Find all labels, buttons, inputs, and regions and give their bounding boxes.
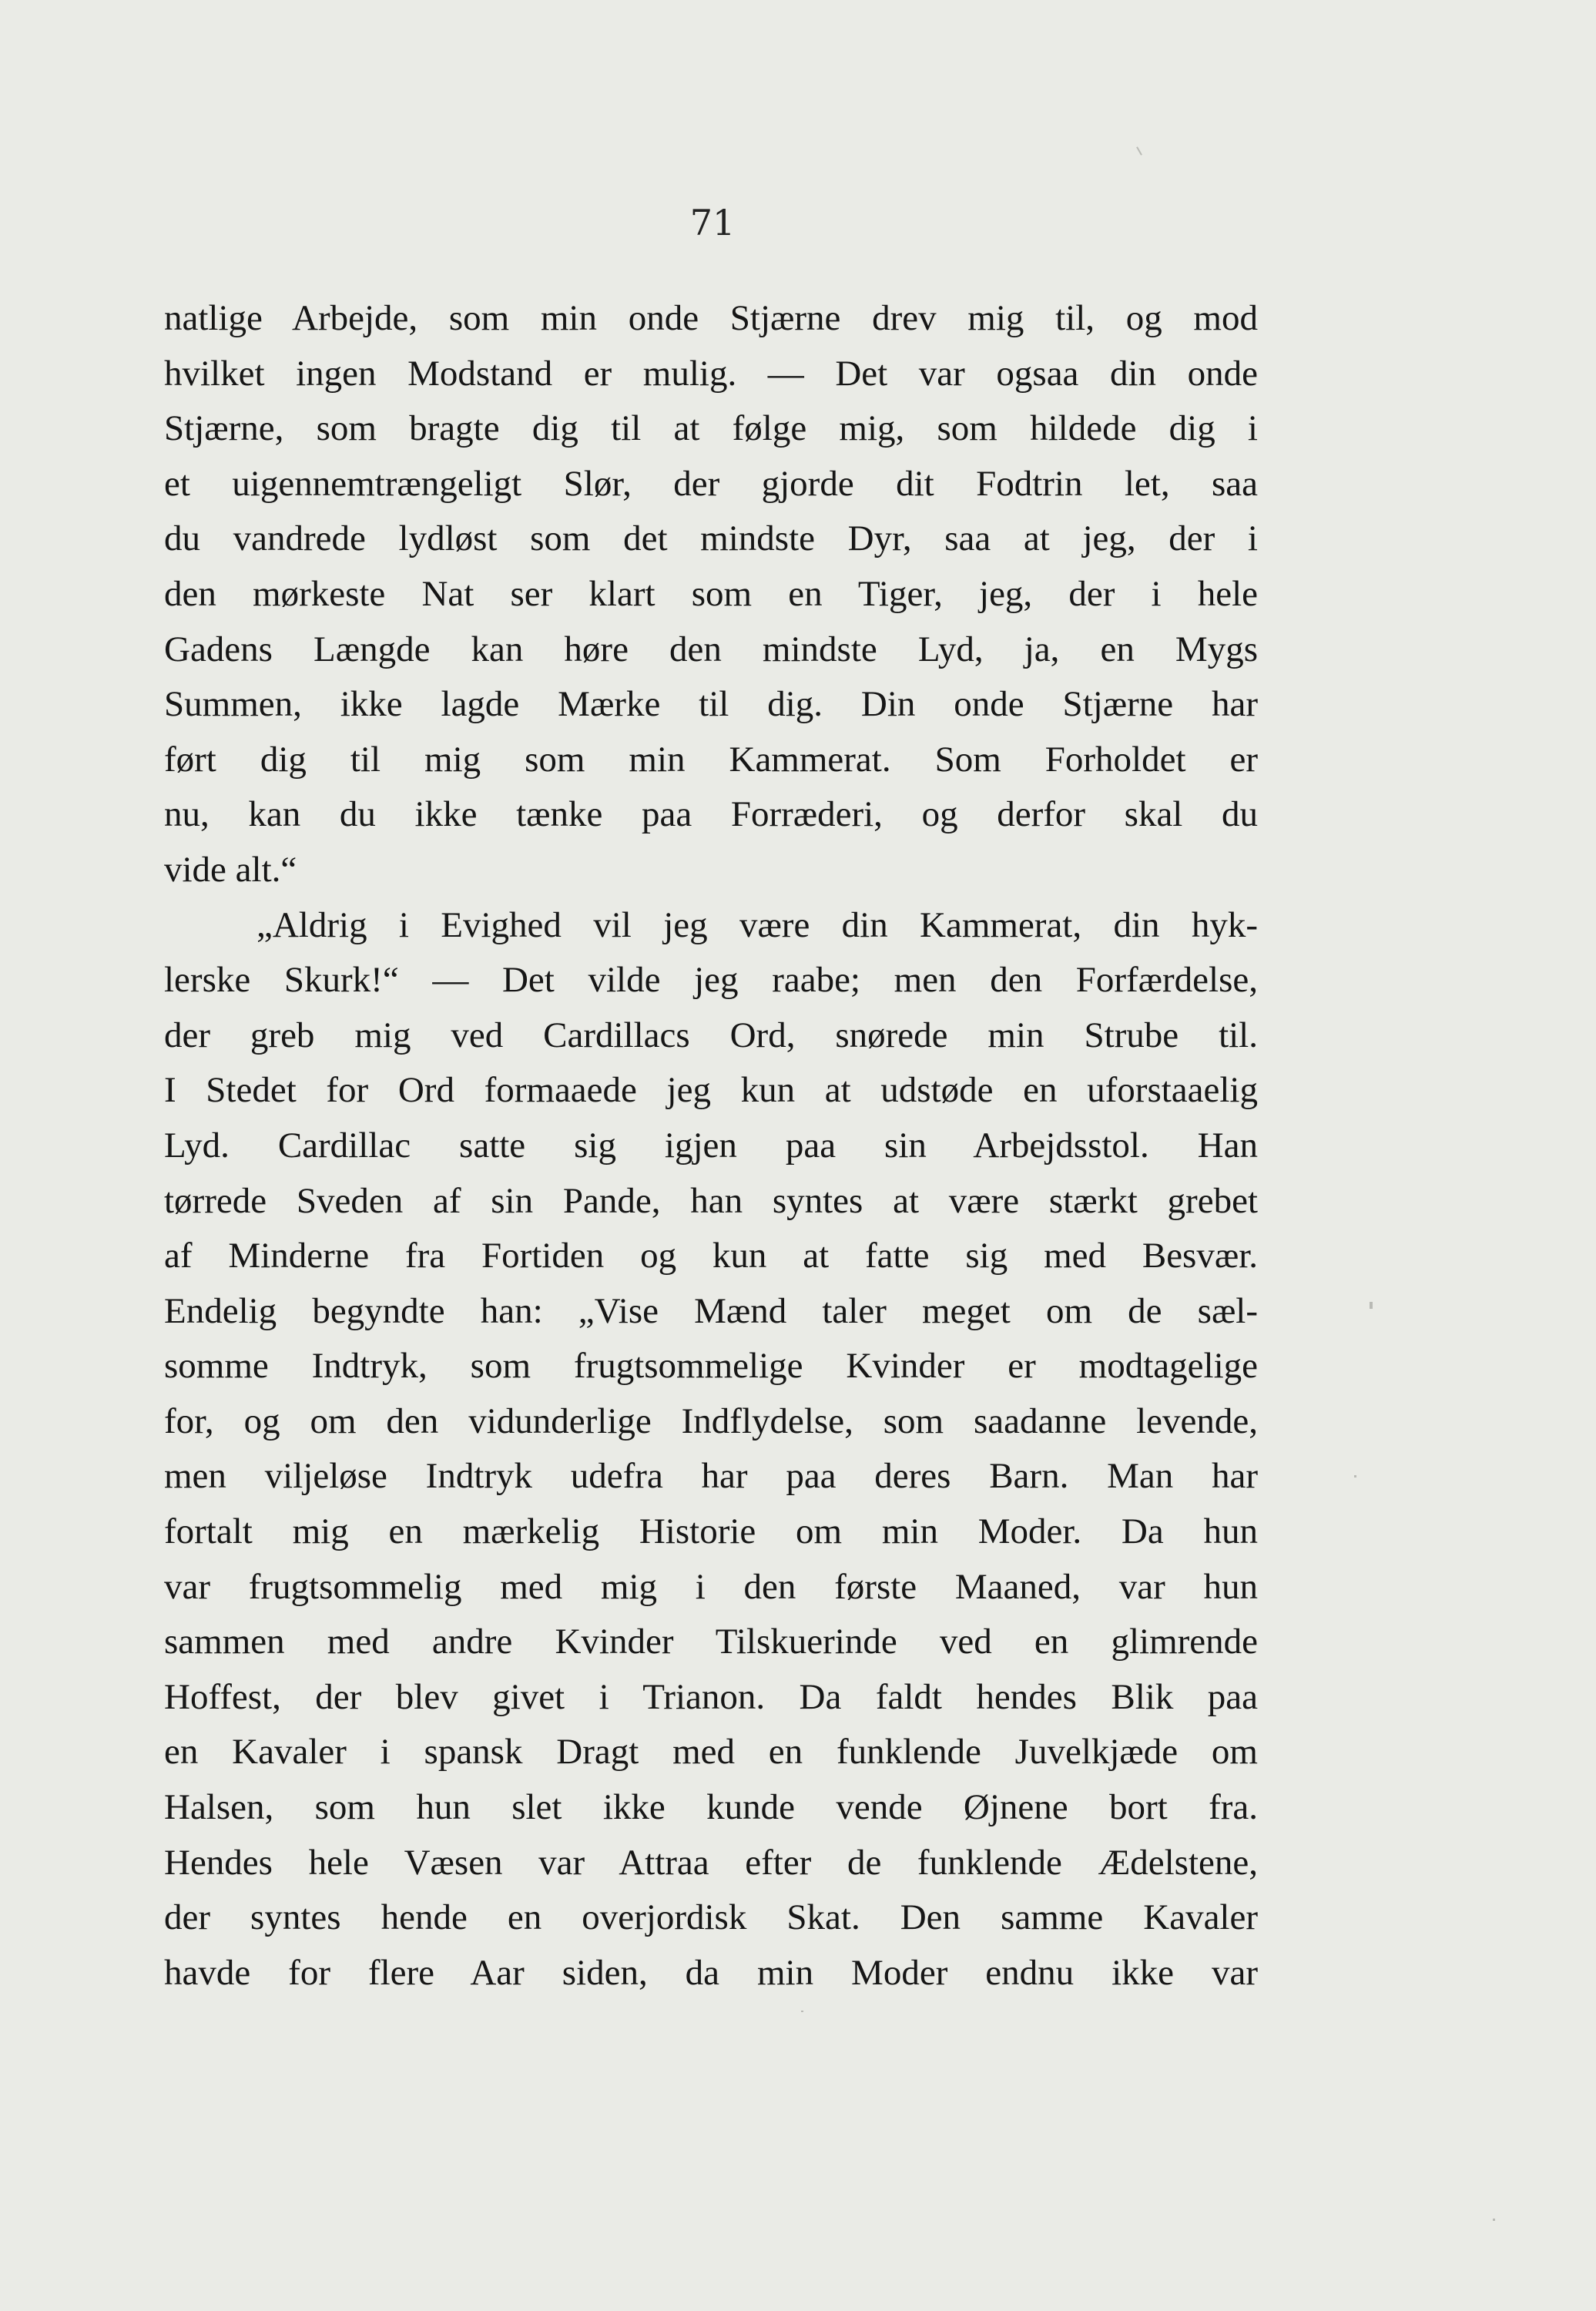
scan-speck xyxy=(1354,1475,1356,1477)
text-line: af Minderne fra Fortiden og kun at fatte sig med Besvær. xyxy=(164,1236,1258,1276)
text-line: sammen med andre Kvinder Tilskuerinde ved en glimrende xyxy=(164,1622,1258,1662)
text-line: lerske Skurk!“ — Det vilde jeg raabe; men den Forfærdelse, xyxy=(164,960,1258,1001)
text-line: tørrede Sveden af sin Pande, han syntes at være stærkt grebet xyxy=(164,1180,1258,1221)
text-line: et uigennemtrængeligt Slør, der gjorde dit Fodtrin let, saa xyxy=(164,463,1258,504)
body-text xyxy=(164,291,1258,2001)
text-line: hvilket ingen Modstand er mulig. — Det var ogsaa din onde xyxy=(164,353,1258,394)
page-number: 71 xyxy=(689,202,736,243)
text-line: der syntes hende en overjordisk Skat. Den samme Kavaler xyxy=(164,1897,1258,1938)
text-line: I Stedet for Ord formaaede jeg kun at udstøde en uforstaaelig xyxy=(164,1070,1258,1111)
text-line: havde for flere Aar siden, da min Moder endnu ikke var xyxy=(164,1952,1258,1993)
text-line: nu, kan du ikke tænke paa Forræderi, og derfor skal du xyxy=(164,794,1258,835)
text-line: var frugtsommelig med mig i den første Maaned, var hun xyxy=(164,1566,1258,1607)
text-line: en Kavaler i spansk Dragt med en funklende Juvelkjæde om xyxy=(164,1732,1258,1773)
scan-speck xyxy=(1370,1302,1373,1309)
text-line: fortalt mig en mærkelig Historie om min Moder. Da hun xyxy=(164,1511,1258,1552)
text-line: somme Indtryk, som frugtsommelige Kvinder er modtagelige xyxy=(164,1346,1258,1387)
paragraph-end-line: vide alt.“ xyxy=(164,849,297,890)
text-line: Lyd. Cardillac satte sig igjen paa sin Arbejdsstol. Han xyxy=(164,1125,1258,1166)
text-line: Gadens Længde kan høre den mindste Lyd, ja, en Mygs xyxy=(164,629,1258,669)
scan-speck xyxy=(801,2011,803,2012)
text-line: du vandrede lydløst som det mindste Dyr, saa at jeg, der i xyxy=(164,518,1258,559)
text-line: Hoffest, der blev givet i Trianon. Da faldt hendes Blik paa xyxy=(164,1676,1258,1717)
paragraph-start-line: „Aldrig i Evighed vil jeg være din Kammerat, din hyk- xyxy=(256,904,1258,945)
text-line: Hendes hele Væsen var Attraa efter de funklende Ædelstene, xyxy=(164,1842,1258,1883)
scan-speck xyxy=(1136,146,1142,155)
text-line: Halsen, som hun slet ikke kunde vende Øjnene bort fra. xyxy=(164,1787,1258,1828)
text-line: Summen, ikke lagde Mærke til dig. Din onde Stjærne har xyxy=(164,684,1258,725)
text-line: Endelig begyndte han: „Vise Mænd taler meget om de sæl- xyxy=(164,1290,1258,1331)
text-line: den mørkeste Nat ser klart som en Tiger, jeg, der i hele xyxy=(164,573,1258,614)
text-line: ført dig til mig som min Kammerat. Som Forholdet er xyxy=(164,739,1258,780)
text-line: Stjærne, som bragte dig til at følge mig, som hildede dig i xyxy=(164,408,1258,449)
text-line: for, og om den vidunderlige Indflydelse, som saadanne levende, xyxy=(164,1400,1258,1441)
text-line: natlige Arbejde, som min onde Stjærne drev mig til, og mod xyxy=(164,298,1258,338)
scan-speck xyxy=(1493,2219,1495,2221)
text-line: der greb mig ved Cardillacs Ord, snørede min Strube til. xyxy=(164,1015,1258,1055)
text-line: men viljeløse Indtryk udefra har paa deres Barn. Man har xyxy=(164,1456,1258,1497)
